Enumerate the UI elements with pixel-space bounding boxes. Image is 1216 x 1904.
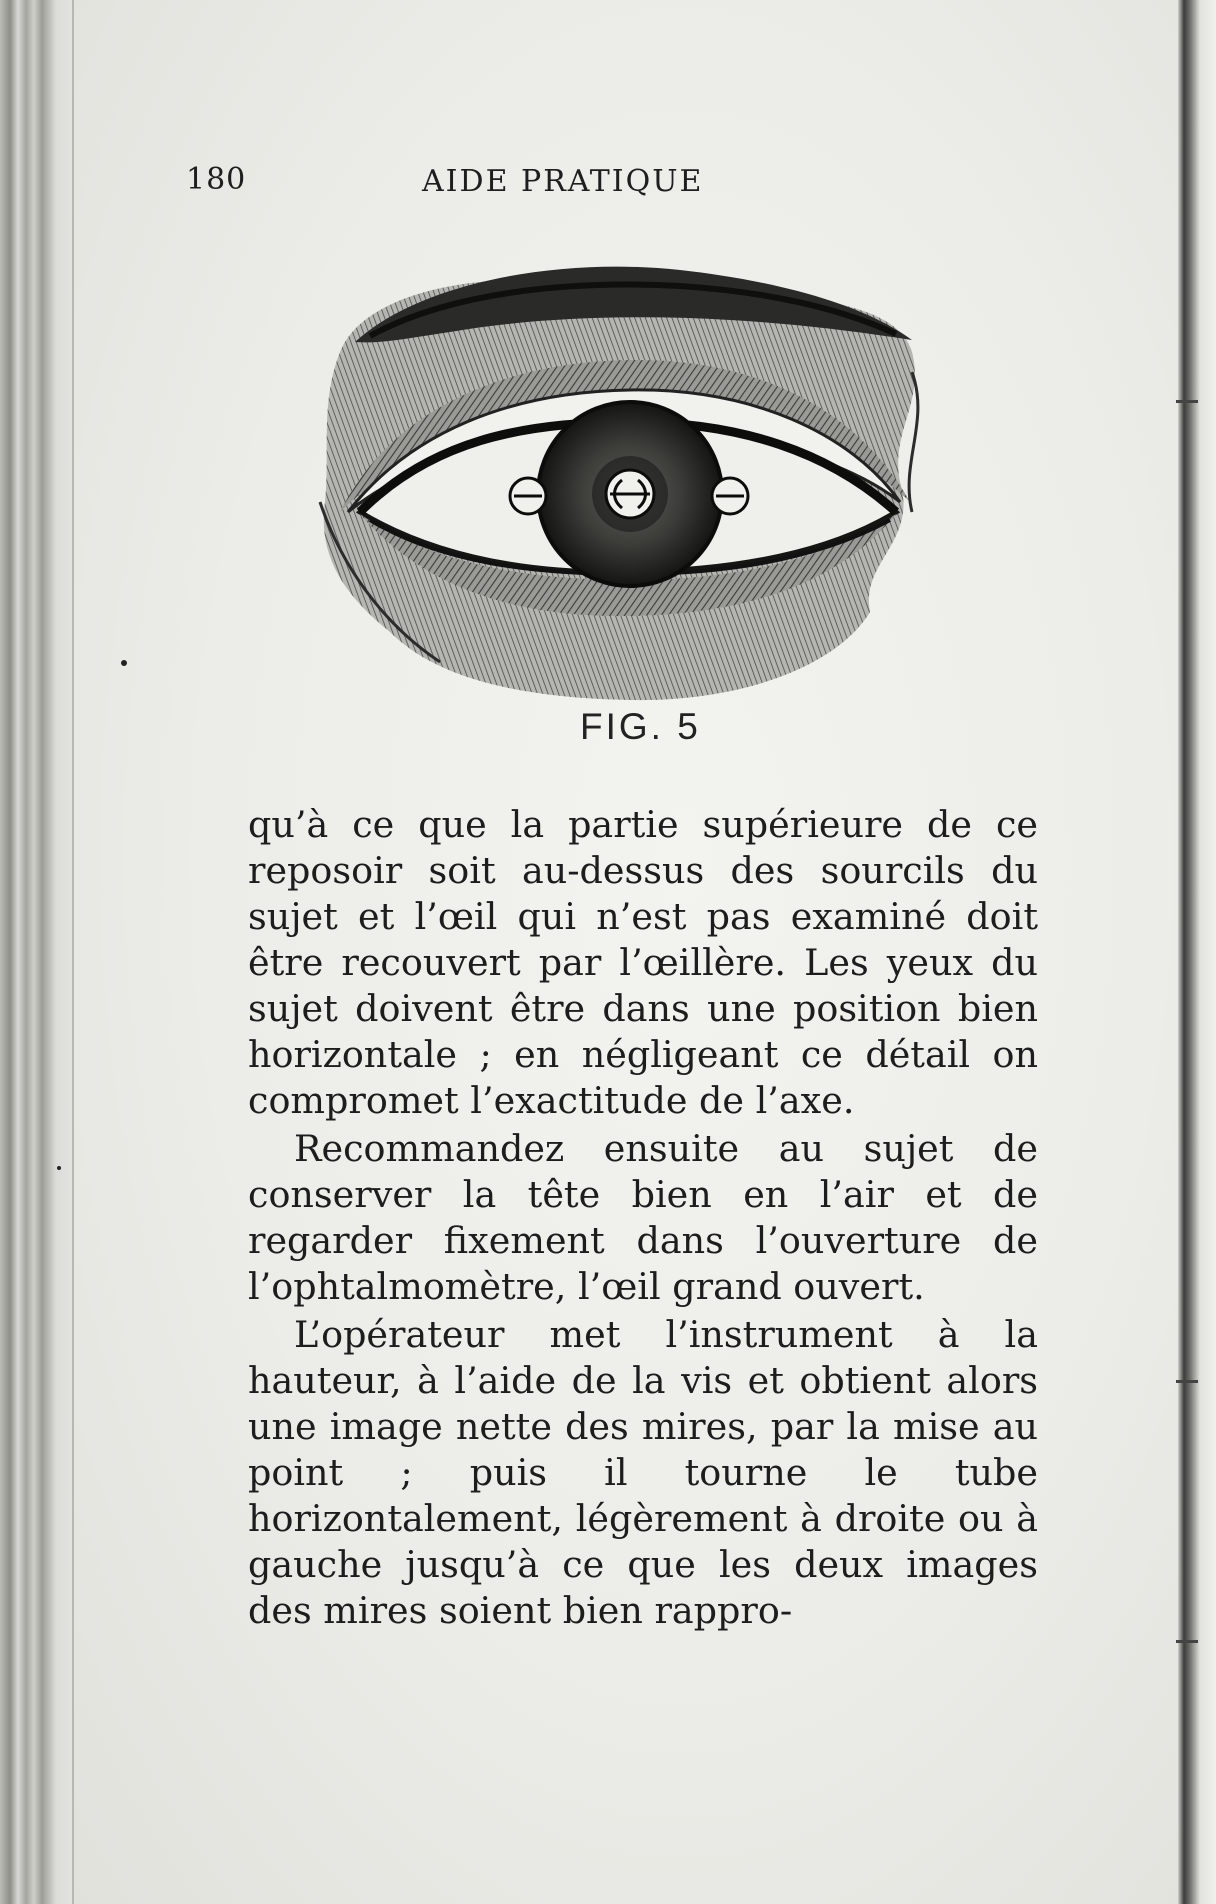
page-number: 180 — [186, 162, 247, 197]
running-title: AIDE PRATIQUE — [422, 164, 704, 199]
page-edge — [1178, 0, 1216, 1904]
body-text — [248, 802, 1038, 1634]
paragraph: L’opérateur met l’instrument à la hauteur, à l’aide de la vis et obtient alors une image nette des mires, par la mise au point ; puis il tourne le tube horizontalement, légèrement à droite ou à gauche jusqu’à ce que les deux images des mires soient bien rappro- — [248, 1313, 1038, 1632]
eye-illustration-icon — [300, 262, 940, 712]
ink-speck — [121, 660, 127, 666]
book-binding — [0, 0, 74, 1904]
ink-speck — [57, 1166, 61, 1170]
figure-caption: FIG. 5 — [580, 706, 701, 747]
paragraph: Recommandez ensuite au sujet de conserver la tête bien en l’air et de regarder fixement dans l’ouverture de l’ophtalmomètre, l’œil grand ouvert. — [248, 1127, 1038, 1308]
page-header — [186, 162, 826, 202]
paragraph: qu’à ce que la partie supérieure de ce reposoir soit au-dessus des sourcils du sujet et l’œil qui n’est pas examiné doit être recouvert par l’œillère. Les yeux du sujet doivent être dans une position bien horizontale ; en négligeant ce détail on compromet l’exactitude de l’axe. — [248, 803, 1038, 1122]
